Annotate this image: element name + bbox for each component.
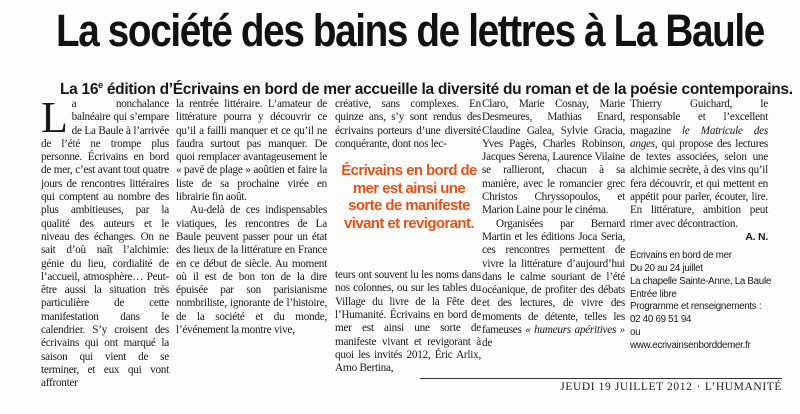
col5-paragraph-b: , qui propose des lectures de textes associées, selon une alchimie secrète, à des vins qu’il fera découvrir, et qui mettent en appétit pour parler, écouter, lire. En littérature, ambition peut rimer avec décontraction. [630, 137, 768, 230]
footer-newspaper: L’HUMANITÉ [704, 381, 782, 393]
info-box [630, 250, 771, 352]
author-signature: A. N. [745, 230, 768, 243]
col3-paragraph-1: créative, sans complexes. En quinze ans, s’y sont rendus des écrivains porteurs d’une diversité conquérante, dont nos lec- [335, 98, 481, 150]
column-5 [630, 98, 771, 353]
column-3 [335, 98, 481, 376]
info-website: www.ecrivainsenborddemer.fr [630, 339, 751, 351]
col4-italic: « humeurs apéritives » [525, 324, 626, 337]
col2-paragraph-2: Au-delà de ces indispensables viatiques, les rencontres de La Baule peuvent passer pour un état des lieux de la littérature en France en ce début de siècle. Au moment où il est de bon ton de la dire épuisée par son parisianisme nombriliste, ignorante de l’histoire, de la société et du monde, l’événement la montre vive, [176, 204, 327, 337]
col4-paragraph-2: Organisées par Bernard Martin et les éditions Joca Seria, ces rencontres permettent de vivre la littérature d’aujourd’hui dans le calme souriant de l’été océanique, de profiter des débats et des lectures, de vivre des moments de détente, telles les fameuses [482, 217, 625, 337]
subheadline [60, 76, 793, 99]
info-or: ou [630, 327, 641, 339]
info-place: La chapelle Sainte-Anne, La Baule [630, 275, 771, 287]
footer-separator: · [696, 381, 701, 393]
info-entry: Entrée libre [630, 288, 677, 300]
drop-cap: L [41, 93, 68, 142]
info-dates: Du 20 au 24 juillet [630, 263, 703, 275]
col4-end: de [482, 337, 493, 350]
subhead-post: édition d’Écrivains en bord de mer accueille la diversité du roman et de la poésie contemporains. [102, 81, 793, 99]
pull-quote: Écrivains en bord de mer est ainsi une sorte de manifeste vivant et revigorant. [341, 162, 477, 232]
headline: La société des bains de lettres à La Baule [56, 5, 764, 56]
subhead-sup: e [98, 80, 103, 90]
info-title: Écrivains en bord de mer [630, 250, 732, 262]
page-footer [420, 378, 782, 393]
info-phone: 02 40 69 51 94 [630, 314, 692, 326]
col5-paragraph-a: Thierry Guichard, le responsable et l’excellent magazine [630, 98, 768, 137]
col2-paragraph-1: la rentrée littéraire. L’amateur de littérature pourra y découvrir ce qu’il a failli manquer et ce qu’il ne faudra surtout pas manquer. De quoi remplacer avantageusement le « pavé de plage » aoûtien et faire la liste de sa prochaine virée en librairie fin août. [176, 98, 327, 204]
footer-date: JEUDI 19 JUILLET 2012 [560, 381, 693, 393]
col5-italic: le Matricule des anges [630, 124, 768, 150]
subhead-pre: La 16 [60, 81, 99, 99]
column-4 [482, 98, 625, 351]
col1-paragraph-1: a nonchalance balnéaire qui s’empare de La Baule à l’arrivée de l’été ne trompe plus personne. Écrivains en bord de mer, c’est avant tout quatre jours de rencontres littéraires qui comptent au nombre des plus ambitieuses, par la qualité des auteurs et le niveau des échanges. On ne sait d’où naît l’alchimie: génie du lieu, cordialité de l’accueil, atmosphère… Peut-être aussi la situation très particulière de cette manifestation dans le calendrier. S’y croisent des écrivains qui ont marqué la saison qui vient de se terminer, et eux qui vont affronter [41, 98, 169, 390]
col4-paragraph-1: Claro, Marie Cosnay, Marie Desmeures, Mathias Enard, Claudine Galea, Sylvie Gracia, Yves Pagès, Charles Robinson, Jacques Serena, Laurence Vilaine se rallieront, chacun à sa manière, avec le romancier grec Christos Chryssopoulos, et Marion Laine pour le cinéma. [482, 98, 625, 217]
info-program: Programme et renseignements : [630, 301, 762, 313]
column-2 [176, 98, 327, 337]
col3-paragraph-2: teurs ont souvent lu les noms dans nos colonnes, ou sur les tables du Village du livre de la Fête de l’Humanité. Écrivains en bord de mer est ainsi une sorte de manifeste vivant et revigorant à quoi les invités 2012, Éric Arlix, Arno Bertina, [335, 269, 481, 375]
column-1 [41, 93, 169, 391]
